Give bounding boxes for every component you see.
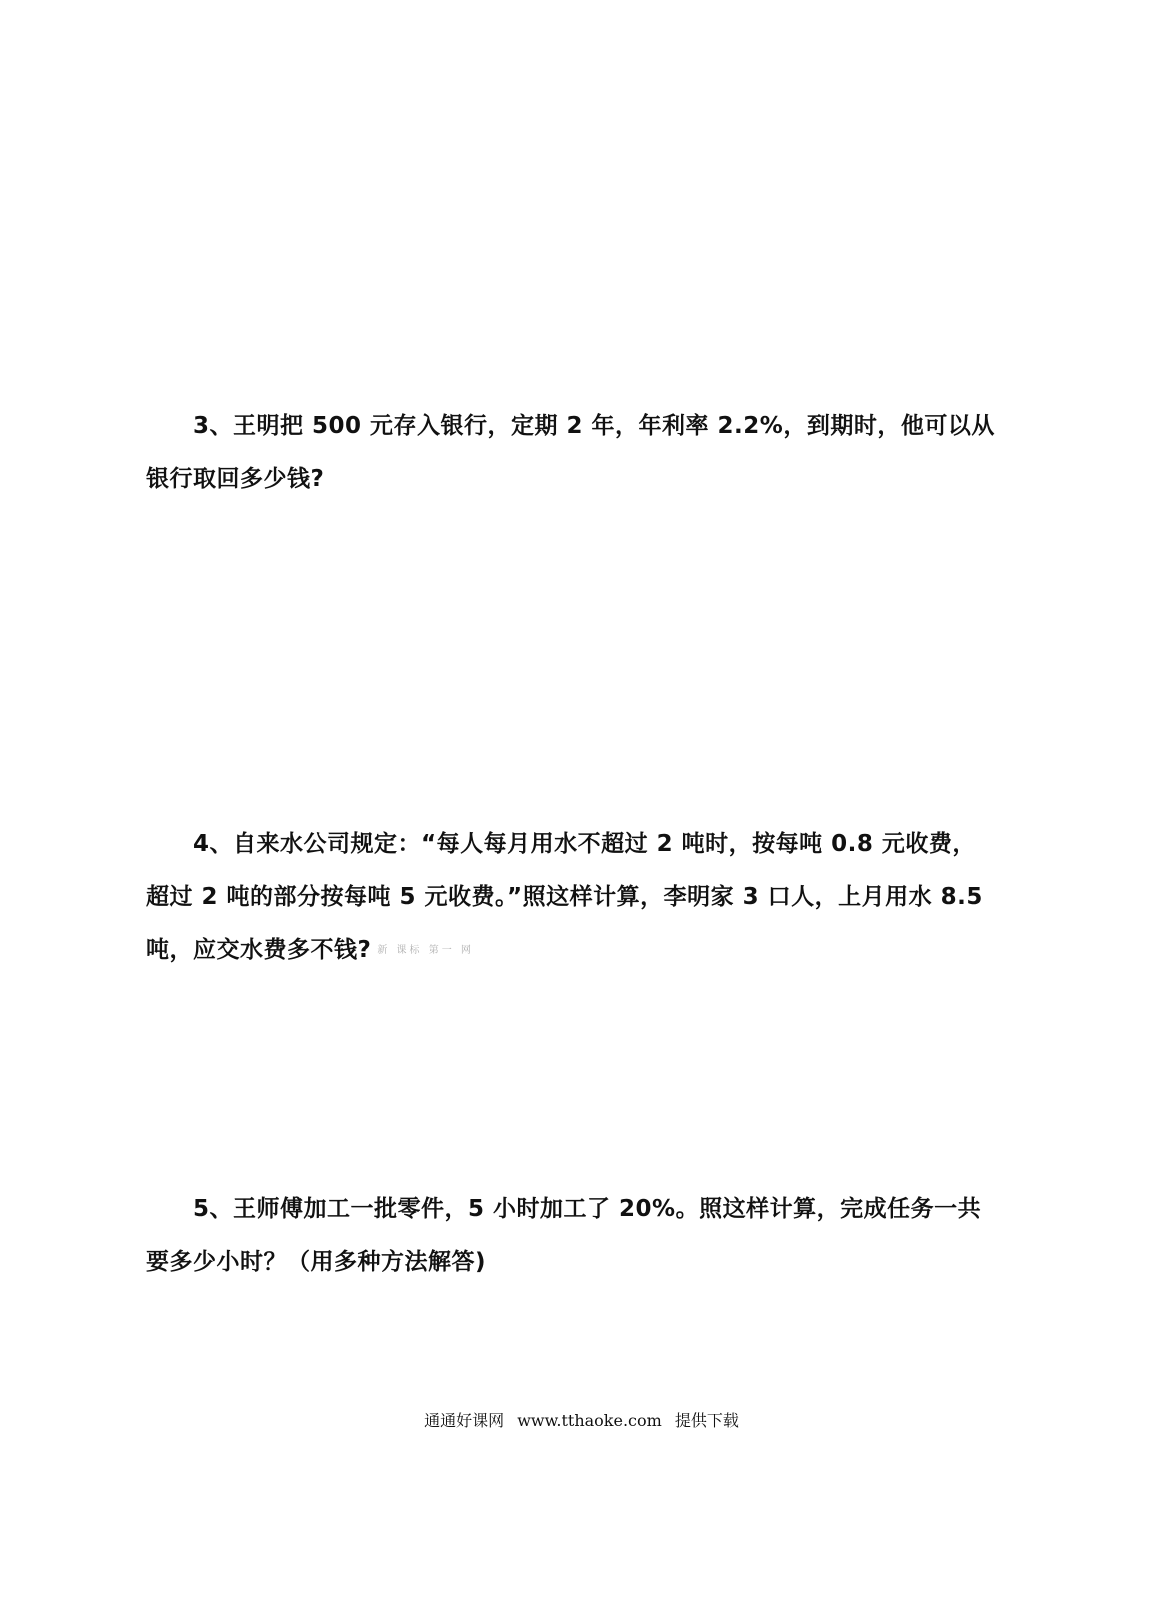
footer-url: www.tthaoke.com [517,1411,662,1430]
footer-site-name: 通通好课网 [424,1411,505,1430]
problem-4-text: 4、自来水公司规定：“每人每月用水不超过 2 吨时，按每吨 0.8 元收费，超过 2 吨的部分按每吨 5 元收费。”照这样计算，李明家 3 口人，上月用水 8.5 吨，应交水费多不钱? [146,831,983,963]
problem-5-text: 5、王师傅加工一批零件，5 小时加工了 20%。照这样计算，完成任务一共要多少小时？（用多种方法解答) [146,1196,982,1275]
footer-suffix: 提供下载 [674,1411,739,1430]
problem-3-text: 3、王明把 500 元存入银行，定期 2 年，年利率 2.2%，到期时，他可以从银行取回多少钱? [146,413,995,492]
watermark-text: 新 课标 第一 网 [377,945,474,956]
problem-4 [146,818,996,977]
page-footer [0,1408,1163,1431]
problem-3 [146,400,996,506]
problem-5 [146,1183,996,1289]
